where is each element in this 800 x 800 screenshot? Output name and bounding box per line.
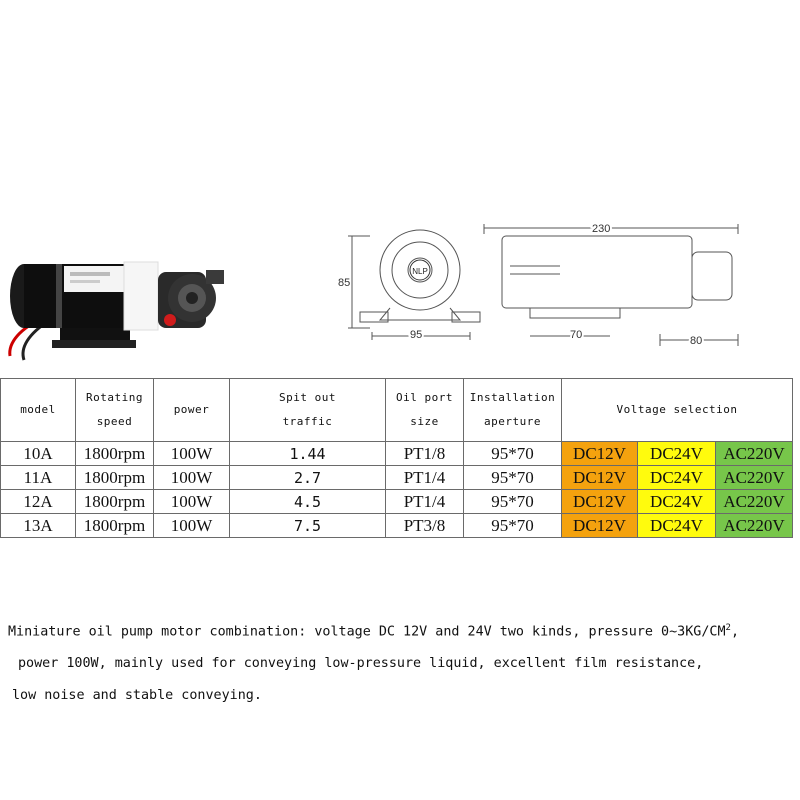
cell-ac220v: AC220V xyxy=(716,442,793,466)
spec-table xyxy=(0,378,793,538)
cell-model: 11A xyxy=(1,466,76,490)
dim-length: 230 xyxy=(592,223,611,235)
header-model: model xyxy=(1,379,76,442)
description-line-3: low noise and stable conveying. xyxy=(12,688,262,704)
cell-dc24v: DC24V xyxy=(638,442,716,466)
cell-speed: 1800rpm xyxy=(76,514,154,538)
cell-port: PT1/4 xyxy=(386,466,464,490)
dim-front-width: 95 xyxy=(410,329,423,341)
cell-dc12v: DC12V xyxy=(562,490,638,514)
dim-height: 85 xyxy=(338,277,351,289)
table-row xyxy=(1,490,793,514)
cell-port: PT1/8 xyxy=(386,442,464,466)
header-power: power xyxy=(154,379,230,442)
cell-aperture: 95*70 xyxy=(464,466,562,490)
table-row xyxy=(1,442,793,466)
header-voltage: Voltage selection xyxy=(562,379,793,442)
cell-speed: 1800rpm xyxy=(76,466,154,490)
cell-port: PT3/8 xyxy=(386,514,464,538)
header-speed: Rotating speed xyxy=(76,379,154,442)
cell-speed: 1800rpm xyxy=(76,490,154,514)
logo-text: NLP xyxy=(412,267,428,276)
cell-speed: 1800rpm xyxy=(76,442,154,466)
pump-motor-photo xyxy=(0,248,230,368)
cell-model: 10A xyxy=(1,442,76,466)
description-line-1: Miniature oil pump motor combination: voltage DC 12V and 24V two kinds, pressure $0\sim 3KG/CM^2$, xyxy=(8,623,739,640)
cell-power: 100W xyxy=(154,490,230,514)
cell-dc24v: DC24V xyxy=(638,466,716,490)
cell-traffic: 2.7 xyxy=(230,466,386,490)
dim-mount: 70 xyxy=(570,329,583,341)
table-row xyxy=(1,514,793,538)
cell-dc12v: DC12V xyxy=(562,466,638,490)
table-header-row xyxy=(1,379,793,442)
cell-ac220v: AC220V xyxy=(716,514,793,538)
table-row xyxy=(1,466,793,490)
cell-power: 100W xyxy=(154,442,230,466)
cell-dc12v: DC12V xyxy=(562,442,638,466)
cell-aperture: 95*70 xyxy=(464,442,562,466)
cell-dc24v: DC24V xyxy=(638,514,716,538)
cell-traffic: 1.44 xyxy=(230,442,386,466)
dim-end: 80 xyxy=(690,335,703,347)
dimension-drawing xyxy=(330,208,750,358)
cell-dc24v: DC24V xyxy=(638,490,716,514)
cell-model: 13A xyxy=(1,514,76,538)
header-aperture: Installation aperture xyxy=(464,379,562,442)
description-line-2: power 100W, mainly used for conveying low-pressure liquid, excellent film resistance, xyxy=(18,656,704,672)
cell-power: 100W xyxy=(154,514,230,538)
cell-aperture: 95*70 xyxy=(464,514,562,538)
cell-aperture: 95*70 xyxy=(464,490,562,514)
product-description xyxy=(8,612,798,712)
header-traffic: Spit out traffic xyxy=(230,379,386,442)
cell-port: PT1/4 xyxy=(386,490,464,514)
cell-power: 100W xyxy=(154,466,230,490)
cell-dc12v: DC12V xyxy=(562,514,638,538)
header-port: Oil port size xyxy=(386,379,464,442)
cell-model: 12A xyxy=(1,490,76,514)
cell-ac220v: AC220V xyxy=(716,490,793,514)
cell-ac220v: AC220V xyxy=(716,466,793,490)
cell-traffic: 7.5 xyxy=(230,514,386,538)
cell-traffic: 4.5 xyxy=(230,490,386,514)
